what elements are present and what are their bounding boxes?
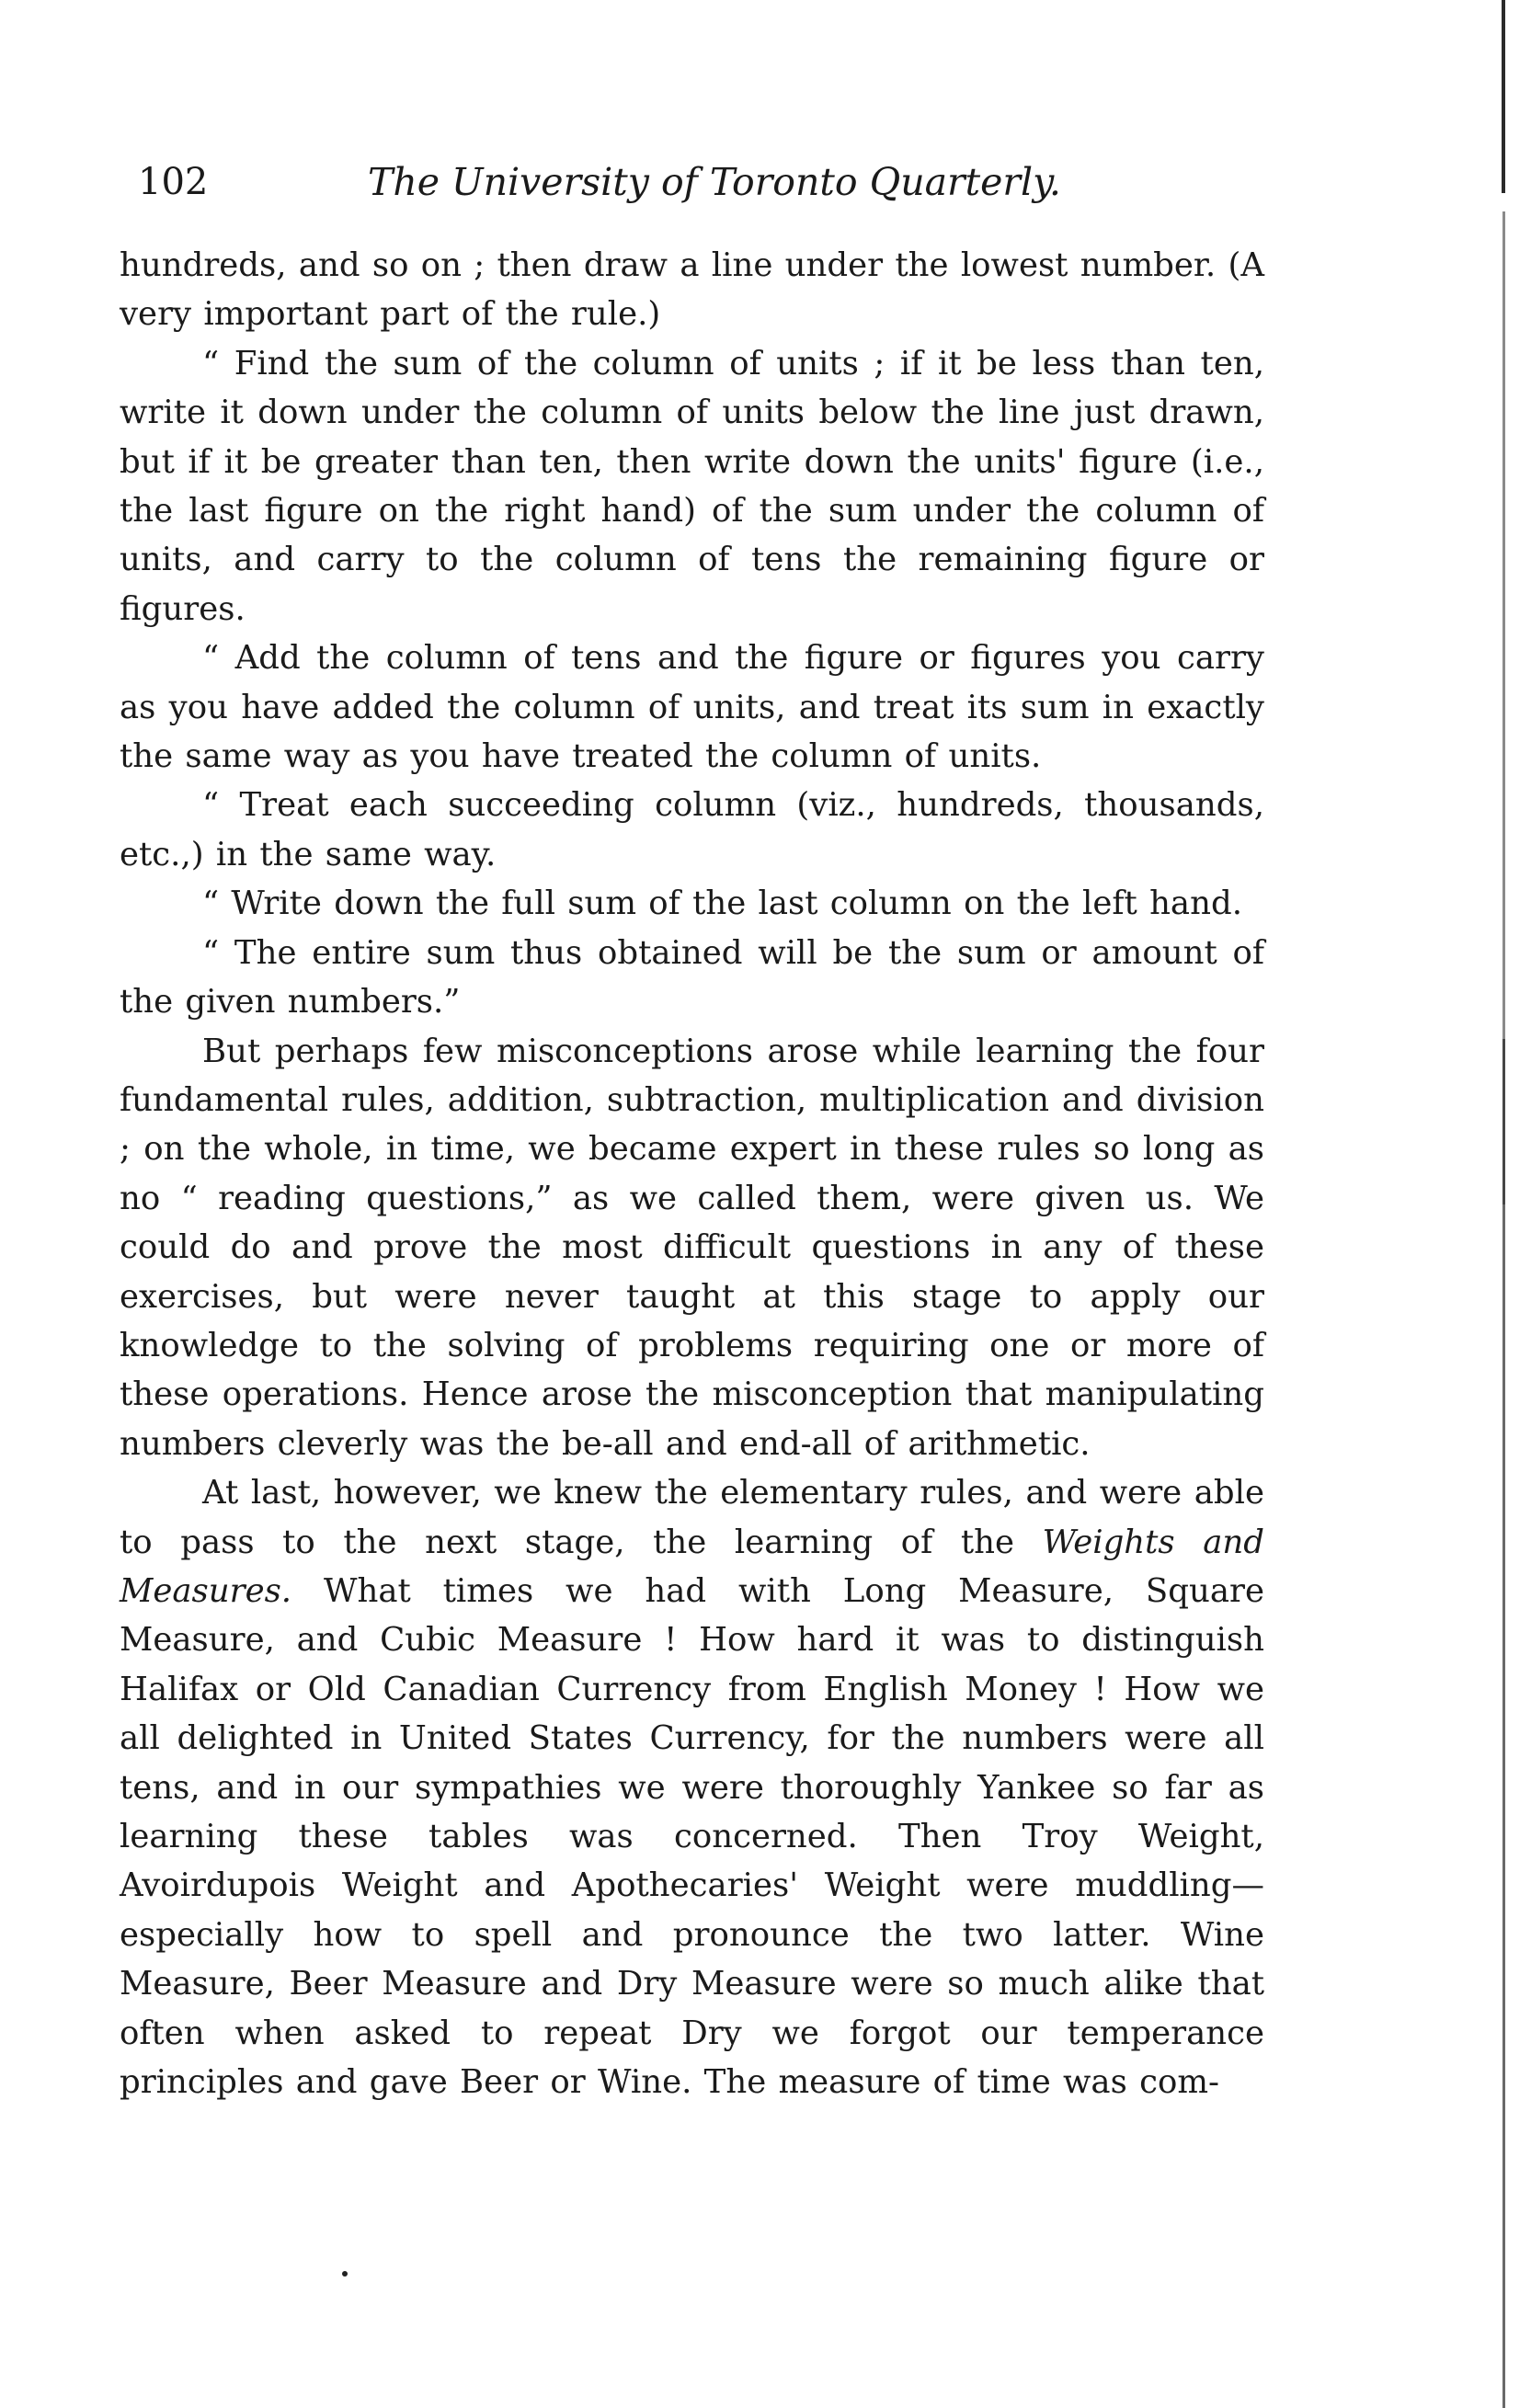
page-edge-shadow-bottom [1502,1039,1505,2408]
weights-text-start: At last, however, we knew the elementary rules, and were able to pass to the next stage, the learning of the [120,1474,1264,1561]
paragraph-rule-last-column: “ Write down the full sum of the last column on the left hand. [202,884,1242,923]
ink-speck [342,2271,348,2277]
paragraph-rule-tens: “ Add the column of tens and the figure or figures you carry as you have added the column of units, and treat its sum in exactly the same way as you have treated the column of units. [120,639,1264,776]
page-number: 102 [138,161,209,203]
journal-title: The University of Toronto Quarterly. [368,160,1061,204]
paragraph-misconceptions: But perhaps few misconceptions arose while learning the four fundamental rules, addition, subtraction, multiplication and division ; on the whole, in time, we became expert in these rules so long as no “ reading questions,” as we called them, were given us. We could do and prove the most difficult questions in any of these exercises, but were never taught at this stage to apply our knowledge to the solving of problems requiring one or more of these operations. Hence arose the misconception that manipulating numbers cleverly was the be-all and end-all of arithmetic. [120,1032,1264,1463]
paragraph-rule-units: “ Find the sum of the column of units ; if it be less than ten, write it down under the column of units below the line just drawn, but if it be greater than ten, then write down the units' figure (i.e., the last figure on the right hand) of the sum under the column of units, and carry to the column of tens the remaining figure or figures. [120,344,1264,628]
paragraph-rule-entire-sum: “ The entire sum thus obtained will be the sum or amount of the given numbers.” [120,933,1264,1021]
running-head [138,154,1278,210]
weights-measures-italic: Weights and Measures. [120,1523,1265,1610]
body-text [120,241,1264,2106]
paragraph-rule-succeeding: “ Treat each succeeding column (viz., hundreds, thousands, etc.,) in the same way. [120,786,1264,873]
paragraph-continuation: hundreds, and so on ; then draw a line under the lowest number. (A very important part of the rule.) [120,246,1264,334]
paragraph-weights-measures [120,1468,1264,2106]
weights-text-rest: What times we had with Long Measure, Square Measure, and Cubic Measure ! How hard it was to distinguish Halifax or Old Canadian Currency from English Money ! How we all delighted in United States Currency, for the numbers were all tens, and in our sympathies we were thoroughly Yankee so far as learning these tables was concerned. Then Troy Weight, Avoirdupois Weight and Apothecaries' Weight were muddling— especially how to spell and pronounce the two latter. Wine Measure, Beer Measure and Dry Measure were so much alike that often when asked to repeat Dry we forgot our temperance principles and gave Beer or Wine. The measure of time was com- [120,1571,1264,2102]
page-edge-shadow-top [1502,0,1505,193]
